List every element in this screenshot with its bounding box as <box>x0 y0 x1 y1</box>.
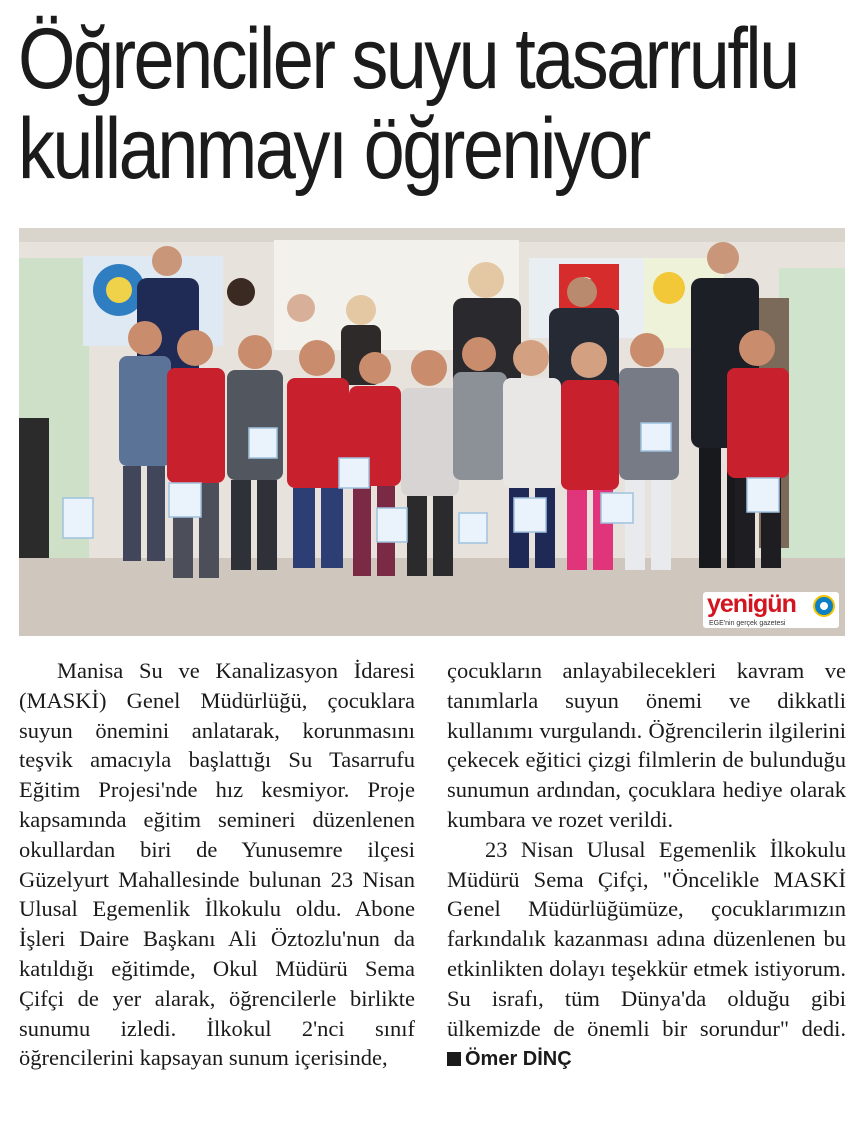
byline <box>447 1048 572 1070</box>
headline-line-1: Öğrenciler suyu tasarruflu <box>18 11 798 107</box>
headline <box>18 11 798 197</box>
byline-name: Ömer DİNÇ <box>465 1048 572 1071</box>
classroom-photo <box>19 228 845 636</box>
article-column-1 <box>19 656 415 1073</box>
paragraph-3-text: 23 Nisan Ulusal Egemenlik İlkokulu Müdürü Sema Çifçi, "Öncelikle MASKİ Genel Müdürlüğümüze, çocuklarımızın farkındalık kazanması adına düzenlenen bu etkinlikten dolayı teşekkür etmek istiyorum. Su israfı, tüm Dünya'da olduğu gibi ülkemizde de önemli bir sorundur" dedi. <box>447 836 846 1041</box>
paragraph-1: Manisa Su ve Kanalizasyon İdaresi (MASKİ) Genel Müdürlüğü, çocuklara suyun önemini anlatarak, korunmasını teşvik amacıyla başlattığı Su Tasarrufu Eğitim Projesi'nde hız kesmiyor. Proje kapsamında eğitim semineri düzenlenen okullardan biri de Yunusemre ilçesi Güzelyurt Mahallesinde bulunan 23 Nisan Ulusal Egemenlik İlkokulu oldu. Abone İşleri Daire Başkanı Ali Öztozlu'nun da katıldığı eğitimde, Okul Müdürü Sema Çifçi de yer alarak, öğrencilerle birlikte sunumu izledi. İlkokul 2'nci sınıf öğrencilerini kapsayan sunum içerisinde, <box>19 658 415 1071</box>
logo-text: yenigün <box>707 590 796 618</box>
newspaper-logo <box>703 592 839 628</box>
headline-line-2: kullanmayı öğreniyor <box>18 101 649 197</box>
eye-icon <box>813 595 835 617</box>
logo-tagline: EGE'nin gerçek gazetesi <box>709 620 786 627</box>
paragraph-2: çocukların anlayabilecekleri kavram ve tanımlarla suyun önemi ve dikkatli kullanımı vurgulandı. Öğrencilerin ilgilerini çekecek eğitici çizgi filmlerin de bulunduğu sunumun ardından, çocuklara hediye olarak kumbara ve rozet verildi. <box>447 658 846 832</box>
square-bullet-icon <box>447 1052 461 1066</box>
article-column-2 <box>447 656 846 1075</box>
paragraph-3 <box>447 835 846 1075</box>
article-photo <box>19 228 845 636</box>
